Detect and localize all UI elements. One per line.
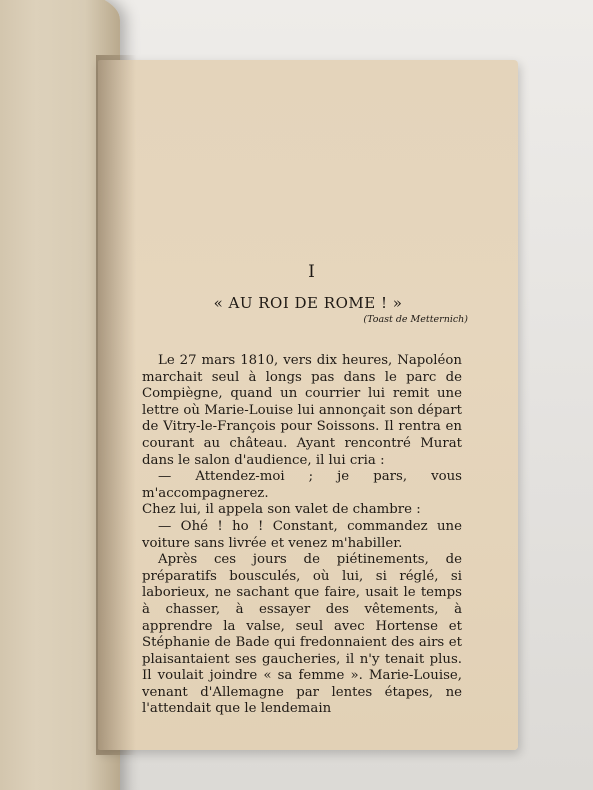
paragraph: Le 27 mars 1810, vers dix heures, Napoléon marchait seul à longs pas dans le parc de Compiègne, quand un courrier lui remit une lettre où Marie-Louise lui annonçait son départ de Vitry-le-François pour Soissons. Il rentra en courant au château. Ayant rencontré Murat dans le salon d'audience, il lui cria : xyxy=(142,353,462,468)
body-text xyxy=(142,353,462,718)
paragraph: Après ces jours de piétinements, de préparatifs bousculés, où lui, si réglé, si laborieux, ne sachant que faire, usait le temps à chasser, à essayer des vêtements, à apprendre la valse, seul avec Hortense et Stéphanie de Bade qui fredonnaient des airs et plaisantaient ses gaucheries, il n'y tenait plus. Il voulait joindre « sa femme ». Marie-Louise, venant d'Allemagne par lentes étapes, ne l'attendait que le lendemain xyxy=(142,552,462,717)
epigraph: (Toast de Metternich) xyxy=(363,314,468,325)
paragraph: — Attendez-moi ; je pars, vous m'accompagnerez. xyxy=(142,469,462,501)
paragraph: — Ohé ! ho ! Constant, commandez une voiture sans livrée et venez m'habiller. xyxy=(142,518,462,551)
chapter-number: I xyxy=(308,262,316,282)
chapter-title: « AU ROI DE ROME ! » xyxy=(213,294,403,312)
page-text-block xyxy=(142,262,468,718)
paragraph: Chez lui, il appela son valet de chambre : xyxy=(142,502,421,518)
